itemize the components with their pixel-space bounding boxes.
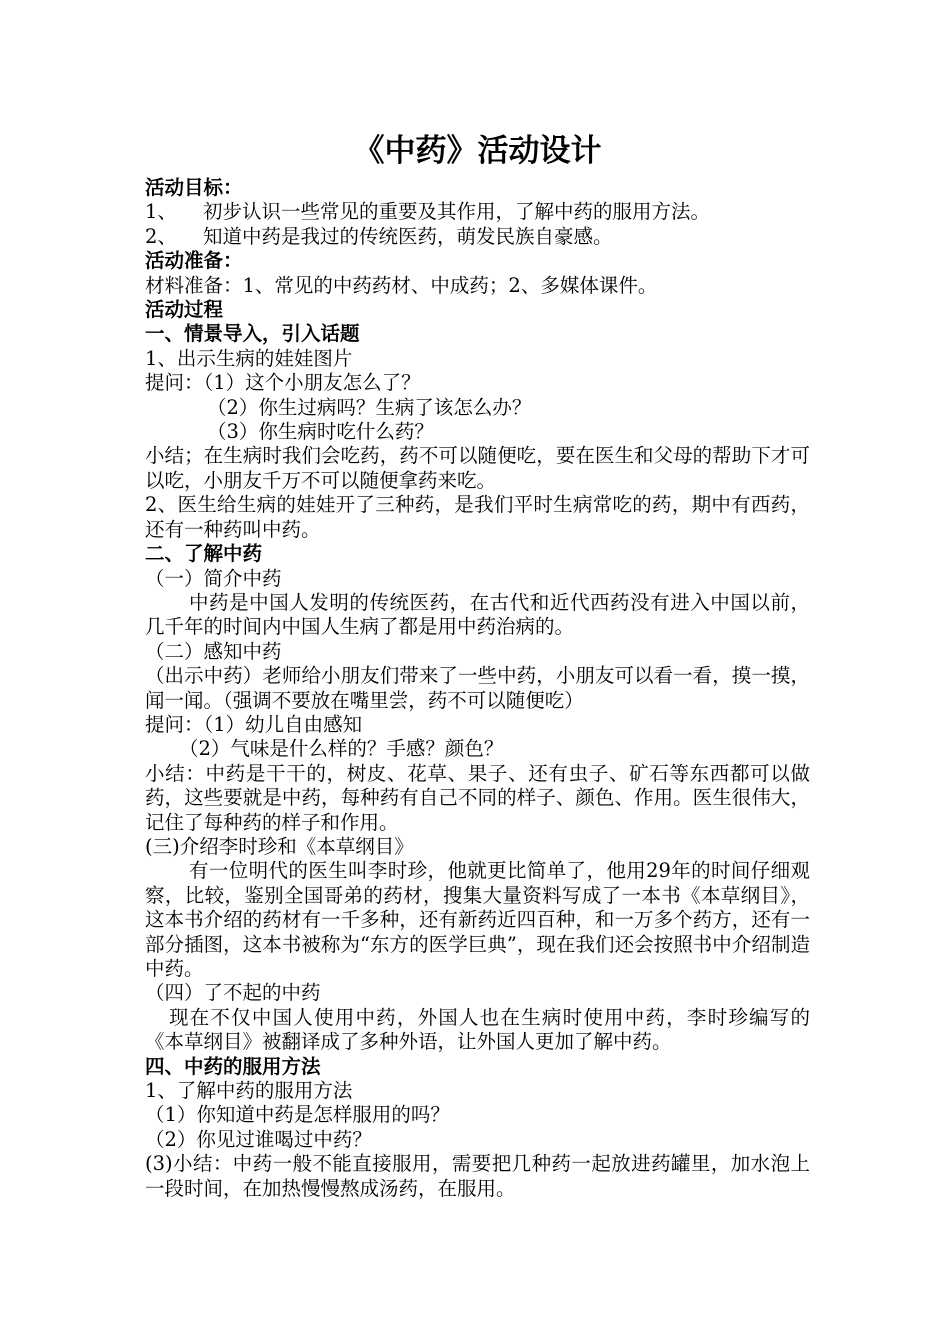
prep-text: 材料准备：1、常见的中药药材、中成药；2、多媒体课件。 xyxy=(145,273,658,297)
process-heading: 活动过程 xyxy=(145,298,224,322)
document-page xyxy=(145,126,810,1201)
goal-item-2 xyxy=(145,225,810,249)
section-1-question-3: （3）你生病时吃什么药？ xyxy=(207,420,434,444)
section-4-item-1: 1、了解中药的服用方法 xyxy=(145,1079,353,1103)
section-2-sub-1-text: 中药是中国人发明的传统医药，在古代和近代西药没有进入中国以前，几千年的时间内中国人生病了都是用中药治病的。 xyxy=(145,590,810,639)
section-2-sub-2: （二）感知中药 xyxy=(145,639,282,663)
section-2-sub-4: （四）了不起的中药 xyxy=(145,981,321,1005)
goals-heading: 活动目标： xyxy=(145,176,243,199)
goal-item-1 xyxy=(145,200,810,224)
section-2-summary: 小结：中药是干干的，树皮、花草、果子、还有虫子、矿石等东西都可以做药，这些要就是中药，每种药有自己不同的样子、颜色、作用。医生很伟大，记住了每种药的样子和作用。 xyxy=(145,761,810,834)
section-1-question-1: 提问：（1）这个小朋友怎么了？ xyxy=(145,371,421,395)
section-2-sub-3: (三)介绍李时珍和《本草纲目》 xyxy=(145,834,414,858)
section-1-item-1: 1、出示生病的娃娃图片 xyxy=(145,346,353,370)
section-4-heading: 四、中药的服用方法 xyxy=(145,1054,321,1078)
section-2-sub-3-text: 有一位明代的医生叫李时珍，他就更比简单了，他用29年的时间仔细观察，比较，鉴别全国哥弟的药材，搜集大量资料写成了一本书《本草纲目》，这本书介绍的药材有一千多种，还有新药近四百种，和一万多个药方，还有一部分插图，这本书被称为“东方的医学巨典”，现在我们还会按照书中介绍制造中药。 xyxy=(145,859,810,980)
section-2-sub-1: （一）简介中药 xyxy=(145,566,282,590)
section-4-question-3: (3)小结：中药一般不能直接服用，需要把几种药一起放进药罐里，加水泡上一段时间，在加热慢慢熬成汤药，在服用。 xyxy=(145,1152,810,1200)
section-1-heading: 一、情景导入，引入话题 xyxy=(145,322,360,346)
section-4-question-2: （2）你见过谁喝过中药？ xyxy=(145,1127,372,1151)
goal-1-number: 1、 xyxy=(145,200,177,224)
section-1-question-2: （2）你生过病吗？生病了该怎么办？ xyxy=(207,395,532,419)
section-2-heading: 二、了解中药 xyxy=(145,542,263,566)
section-4-question-1: （1）你知道中药是怎样服用的吗？ xyxy=(145,1103,450,1127)
prep-heading: 活动准备： xyxy=(145,249,243,273)
goal-1-text: 初步认识一些常见的重要及其作用，了解中药的服用方法。 xyxy=(203,200,711,224)
section-2-question-1: 提问：（1）幼儿自由感知 xyxy=(145,712,363,736)
section-2-question-2: （2）气味是什么样的？手感？颜色？ xyxy=(179,737,504,761)
section-2-sub-2-text: （出示中药）老师给小朋友们带来了一些中药，小朋友可以看一看，摸一摸，闻一闻。（强调不要放在嘴里尝，药不可以随便吃） xyxy=(145,664,810,712)
goal-2-number: 2、 xyxy=(145,224,177,248)
section-1-summary: 小结；在生病时我们会吃药，药不可以随便吃，要在医生和父母的帮助下才可以吃，小朋友千万不可以随便拿药来吃。 xyxy=(145,444,810,492)
page-title: 《中药》活动设计 xyxy=(353,133,602,169)
goal-2-text: 知道中药是我过的传统医药，萌发民族自豪感。 xyxy=(203,224,613,248)
section-1-item-2: 2、医生给生病的娃娃开了三种药，是我们平时生病常吃的药，期中有西药，还有一种药叫中药。 xyxy=(145,493,810,541)
section-2-sub-4-text: 现在不仅中国人使用中药，外国人也在生病时使用中药，李时珍编写的《本草纲目》被翻译成了多种外语，让外国人更加了解中药。 xyxy=(145,1005,810,1054)
